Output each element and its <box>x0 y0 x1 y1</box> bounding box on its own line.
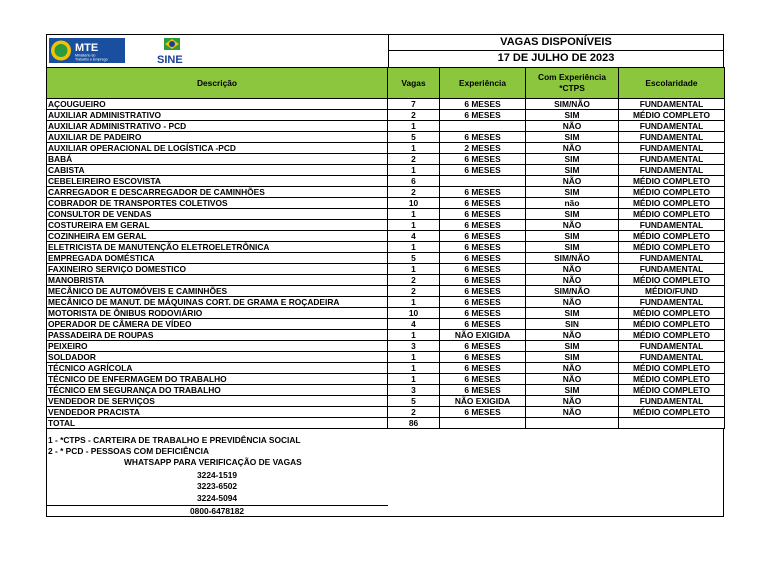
cell-vagas: 1 <box>388 297 440 308</box>
cell-ctps: SIM <box>526 110 619 121</box>
cell-ctps: NÃO <box>526 363 619 374</box>
footer-notes <box>46 429 724 517</box>
cell-descricao: CARREGADOR E DESCARREGADOR DE CAMINHÕES <box>47 187 388 198</box>
cell-vagas: 2 <box>388 154 440 165</box>
total-value: 86 <box>388 418 440 429</box>
table-row <box>47 407 725 418</box>
col-ctps-line2: *CTPS <box>559 83 585 93</box>
cell-experiencia: 6 MESES <box>440 209 526 220</box>
table-row <box>47 275 725 286</box>
table-row <box>47 99 725 110</box>
logos-area <box>47 35 388 67</box>
table-row <box>47 374 725 385</box>
cell-vagas: 2 <box>388 275 440 286</box>
cell-experiencia <box>440 121 526 132</box>
cell-escolaridade: MÉDIO COMPLETO <box>619 198 725 209</box>
cell-ctps: SIM <box>526 187 619 198</box>
tollfree-number: 0800-6478182 <box>190 506 245 516</box>
cell-experiencia: 6 MESES <box>440 132 526 143</box>
cell-escolaridade: FUNDAMENTAL <box>619 297 725 308</box>
cell-ctps: SIM <box>526 352 619 363</box>
cell-descricao: AUXILIAR ADMINISTRATIVO <box>47 110 388 121</box>
table-row <box>47 352 725 363</box>
col-ctps-line1: Com Experiência <box>538 72 606 82</box>
page-date: 17 DE JULHO DE 2023 <box>389 50 723 66</box>
cell-ctps: não <box>526 198 619 209</box>
cell-ctps: NÃO <box>526 143 619 154</box>
cell-escolaridade: MÉDIO COMPLETO <box>619 407 725 418</box>
cell-descricao: MECÂNICO DE MANUT. DE MÁQUINAS CORT. DE GRAMA E ROÇADEIRA <box>47 297 388 308</box>
col-ctps <box>526 68 619 99</box>
cell-descricao: VENDEDOR DE SERVIÇOS <box>47 396 388 407</box>
table-row <box>47 363 725 374</box>
cell-ctps: SIM/NÃO <box>526 286 619 297</box>
sheet-header <box>46 34 724 67</box>
cell-vagas: 4 <box>388 319 440 330</box>
cell-descricao: TÉCNICO AGRÍCOLA <box>47 363 388 374</box>
table-body <box>47 99 725 418</box>
cell-descricao: COZINHEIRA EM GERAL <box>47 231 388 242</box>
cell-vagas: 4 <box>388 231 440 242</box>
cell-descricao: VENDEDOR PRACISTA <box>47 407 388 418</box>
cell-experiencia: 6 MESES <box>440 242 526 253</box>
cell-escolaridade: FUNDAMENTAL <box>619 264 725 275</box>
whatsapp-label: WHATSAPP PARA VERIFICAÇÃO DE VAGAS <box>124 457 302 467</box>
table-row <box>47 132 725 143</box>
cell-escolaridade: MÉDIO COMPLETO <box>619 176 725 187</box>
table-row <box>47 341 725 352</box>
table-row <box>47 220 725 231</box>
cell-vagas: 1 <box>388 220 440 231</box>
note-pcd: 2 - * PCD - PESSOAS COM DEFICIÊNCIA <box>48 446 210 456</box>
vacancy-table <box>46 67 725 429</box>
cell-vagas: 3 <box>388 341 440 352</box>
cell-escolaridade: MÉDIO COMPLETO <box>619 319 725 330</box>
table-row <box>47 242 725 253</box>
cell-descricao: FAXINEIRO SERVIÇO DOMESTICO <box>47 264 388 275</box>
cell-descricao: ELETRICISTA DE MANUTENÇÃO ELETROELETRÔNICA <box>47 242 388 253</box>
cell-experiencia: 2 MESES <box>440 143 526 154</box>
sine-logo <box>155 36 191 66</box>
cell-experiencia: 6 MESES <box>440 154 526 165</box>
cell-descricao: CEBELEIREIRO ESCOVISTA <box>47 176 388 187</box>
vacancy-sheet <box>46 34 724 517</box>
cell-experiencia: 6 MESES <box>440 385 526 396</box>
cell-ctps: NÃO <box>526 297 619 308</box>
cell-escolaridade: FUNDAMENTAL <box>619 352 725 363</box>
cell-experiencia: 6 MESES <box>440 374 526 385</box>
cell-ctps: SIM <box>526 154 619 165</box>
mte-logo <box>49 38 125 63</box>
cell-escolaridade: FUNDAMENTAL <box>619 341 725 352</box>
table-row <box>47 297 725 308</box>
cell-vagas: 2 <box>388 286 440 297</box>
cell-escolaridade: MÉDIO COMPLETO <box>619 363 725 374</box>
cell-descricao: MANOBRISTA <box>47 275 388 286</box>
cell-escolaridade: MÉDIO COMPLETO <box>619 308 725 319</box>
sine-logo-text: SINE <box>157 54 183 66</box>
cell-descricao: AÇOUGUEIRO <box>47 99 388 110</box>
cell-descricao: EMPREGADA DOMÉSTICA <box>47 253 388 264</box>
col-descricao: Descrição <box>47 68 388 99</box>
table-row <box>47 110 725 121</box>
table-row <box>47 209 725 220</box>
cell-experiencia: 6 MESES <box>440 286 526 297</box>
cell-ctps: NÃO <box>526 374 619 385</box>
cell-vagas: 1 <box>388 352 440 363</box>
cell-descricao: TÉCNICO DE ENFERMAGEM DO TRABALHO <box>47 374 388 385</box>
cell-vagas: 1 <box>388 121 440 132</box>
table-row <box>47 121 725 132</box>
cell-vagas: 2 <box>388 110 440 121</box>
total-empty-cell <box>526 418 619 429</box>
cell-experiencia: 6 MESES <box>440 198 526 209</box>
cell-ctps: SIN <box>526 319 619 330</box>
cell-escolaridade: MÉDIO COMPLETO <box>619 374 725 385</box>
cell-ctps: SIM/NÃO <box>526 253 619 264</box>
phone-number: 3223-6502 <box>197 481 238 491</box>
cell-descricao: TÉCNICO EM SEGURANÇA DO TRABALHO <box>47 385 388 396</box>
table-header-row <box>47 68 725 99</box>
cell-descricao: OPERADOR DE CÂMERA DE VÍDEO <box>47 319 388 330</box>
table-row <box>47 198 725 209</box>
cell-vagas: 10 <box>388 308 440 319</box>
cell-vagas: 10 <box>388 198 440 209</box>
cell-ctps: SIM <box>526 385 619 396</box>
cell-vagas: 1 <box>388 264 440 275</box>
col-experiencia: Experiência <box>440 68 526 99</box>
cell-ctps: NÃO <box>526 220 619 231</box>
cell-escolaridade: FUNDAMENTAL <box>619 396 725 407</box>
cell-experiencia: NÃO EXIGIDA <box>440 396 526 407</box>
cell-escolaridade: FUNDAMENTAL <box>619 165 725 176</box>
cell-ctps: SIM <box>526 308 619 319</box>
table-row <box>47 286 725 297</box>
cell-experiencia: 6 MESES <box>440 297 526 308</box>
cell-descricao: CABISTA <box>47 165 388 176</box>
table-row <box>47 165 725 176</box>
table-row <box>47 154 725 165</box>
cell-escolaridade: MÉDIO COMPLETO <box>619 209 725 220</box>
cell-escolaridade: FUNDAMENTAL <box>619 253 725 264</box>
cell-vagas: 1 <box>388 242 440 253</box>
cell-ctps: SIM <box>526 132 619 143</box>
table-row <box>47 319 725 330</box>
cell-escolaridade: FUNDAMENTAL <box>619 121 725 132</box>
cell-ctps: NÃO <box>526 407 619 418</box>
cell-experiencia: 6 MESES <box>440 220 526 231</box>
table-row <box>47 231 725 242</box>
cell-descricao: AUXILIAR OPERACIONAL DE LOGÍSTICA -PCD <box>47 143 388 154</box>
cell-vagas: 3 <box>388 385 440 396</box>
cell-descricao: COSTUREIRA EM GERAL <box>47 220 388 231</box>
cell-vagas: 6 <box>388 176 440 187</box>
cell-descricao: SOLDADOR <box>47 352 388 363</box>
mte-logo-sub2: Trabalho e Emprego <box>75 57 108 62</box>
cell-ctps: SIM <box>526 165 619 176</box>
cell-escolaridade: FUNDAMENTAL <box>619 99 725 110</box>
cell-descricao: AUXILIAR DE PADEIRO <box>47 132 388 143</box>
cell-experiencia: NÃO EXIGIDA <box>440 330 526 341</box>
cell-experiencia: 6 MESES <box>440 363 526 374</box>
cell-vagas: 5 <box>388 253 440 264</box>
cell-experiencia: 6 MESES <box>440 275 526 286</box>
title-box <box>388 35 723 67</box>
cell-vagas: 1 <box>388 209 440 220</box>
table-row <box>47 308 725 319</box>
cell-vagas: 5 <box>388 132 440 143</box>
cell-vagas: 1 <box>388 374 440 385</box>
mte-logo-text: MTE <box>75 42 99 54</box>
note-ctps: 1 - *CTPS - CARTEIRA DE TRABALHO E PREVIDÊNCIA SOCIAL <box>48 435 301 445</box>
cell-escolaridade: FUNDAMENTAL <box>619 132 725 143</box>
cell-vagas: 2 <box>388 187 440 198</box>
cell-ctps: SIM <box>526 209 619 220</box>
cell-escolaridade: MÉDIO COMPLETO <box>619 187 725 198</box>
cell-experiencia: 6 MESES <box>440 352 526 363</box>
cell-descricao: CONSULTOR DE VENDAS <box>47 209 388 220</box>
cell-descricao: BABÁ <box>47 154 388 165</box>
cell-descricao: MOTORISTA DE ÔNIBUS RODOVIÁRIO <box>47 308 388 319</box>
cell-ctps: NÃO <box>526 396 619 407</box>
table-row <box>47 143 725 154</box>
cell-ctps: NÃO <box>526 330 619 341</box>
cell-experiencia <box>440 176 526 187</box>
total-row <box>47 418 725 429</box>
cell-escolaridade: FUNDAMENTAL <box>619 143 725 154</box>
table-row <box>47 396 725 407</box>
cell-vagas: 1 <box>388 143 440 154</box>
cell-escolaridade: MÉDIO COMPLETO <box>619 231 725 242</box>
cell-escolaridade: FUNDAMENTAL <box>619 154 725 165</box>
cell-experiencia: 6 MESES <box>440 308 526 319</box>
total-empty-cell <box>619 418 725 429</box>
cell-vagas: 1 <box>388 330 440 341</box>
cell-descricao: PEIXEIRO <box>47 341 388 352</box>
table-row <box>47 176 725 187</box>
cell-experiencia: 6 MESES <box>440 341 526 352</box>
cell-escolaridade: MÉDIO COMPLETO <box>619 275 725 286</box>
cell-ctps: NÃO <box>526 275 619 286</box>
table-row <box>47 253 725 264</box>
mte-logo-sub1: Ministério do <box>75 53 96 58</box>
cell-descricao: COBRADOR DE TRANSPORTES COLETIVOS <box>47 198 388 209</box>
cell-experiencia: 6 MESES <box>440 407 526 418</box>
page-title: VAGAS DISPONÍVEIS <box>500 36 612 48</box>
cell-escolaridade: MÉDIO COMPLETO <box>619 385 725 396</box>
cell-escolaridade: FUNDAMENTAL <box>619 220 725 231</box>
total-empty-cell <box>440 418 526 429</box>
phone-number: 3224-1519 <box>197 470 238 480</box>
table-row <box>47 187 725 198</box>
table-row <box>47 330 725 341</box>
cell-vagas: 1 <box>388 363 440 374</box>
cell-ctps: SIM <box>526 242 619 253</box>
cell-escolaridade: MÉDIO/FUND <box>619 286 725 297</box>
cell-experiencia: 6 MESES <box>440 264 526 275</box>
cell-ctps: SIM <box>526 231 619 242</box>
table-row <box>47 264 725 275</box>
col-escolaridade: Escolaridade <box>619 68 725 99</box>
cell-ctps: NÃO <box>526 121 619 132</box>
cell-ctps: SIM/NÃO <box>526 99 619 110</box>
cell-ctps: NÃO <box>526 264 619 275</box>
cell-experiencia: 6 MESES <box>440 187 526 198</box>
cell-ctps: SIM <box>526 341 619 352</box>
cell-experiencia: 6 MESES <box>440 110 526 121</box>
cell-escolaridade: MÉDIO COMPLETO <box>619 242 725 253</box>
cell-escolaridade: MÉDIO COMPLETO <box>619 330 725 341</box>
col-vagas: Vagas <box>388 68 440 99</box>
cell-vagas: 5 <box>388 396 440 407</box>
phone-number: 3224-5094 <box>197 493 238 503</box>
cell-escolaridade: MÉDIO COMPLETO <box>619 110 725 121</box>
cell-descricao: MECÂNICO DE AUTOMÓVEIS E CAMINHÕES <box>47 286 388 297</box>
cell-experiencia: 6 MESES <box>440 165 526 176</box>
cell-experiencia: 6 MESES <box>440 253 526 264</box>
cell-vagas: 2 <box>388 407 440 418</box>
cell-vagas: 7 <box>388 99 440 110</box>
cell-vagas: 1 <box>388 165 440 176</box>
cell-descricao: AUXILIAR ADMINISTRATIVO - PCD <box>47 121 388 132</box>
cell-experiencia: 6 MESES <box>440 231 526 242</box>
cell-experiencia: 6 MESES <box>440 99 526 110</box>
cell-descricao: PASSADEIRA DE ROUPAS <box>47 330 388 341</box>
cell-ctps: NÃO <box>526 176 619 187</box>
cell-experiencia: 6 MESES <box>440 319 526 330</box>
total-label: TOTAL <box>47 418 388 429</box>
table-row <box>47 385 725 396</box>
